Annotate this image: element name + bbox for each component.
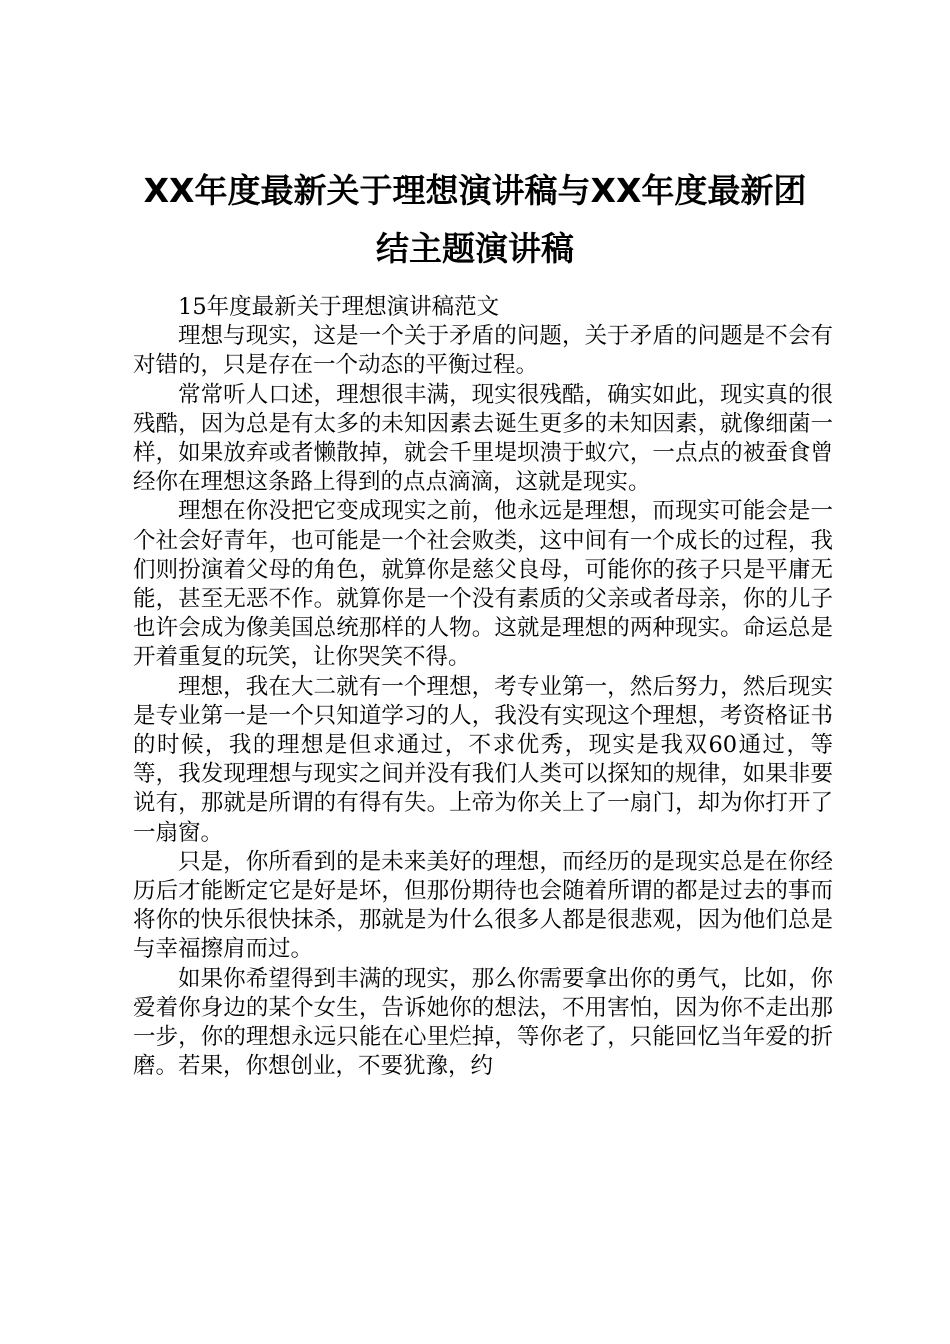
document-title	[100, 162, 850, 278]
paragraph: 如果你希望得到丰满的现实，那么你需要拿出你的勇气，比如，你爱着你身边的某个女生，告诉她你的想法，不用害怕，因为你不走出那一步，你的理想永远只能在心里烂掉，等你老了，只能回忆当年爱的折磨。若果，你想创业，不要犹豫，约	[133, 965, 833, 1080]
paragraph: 理想与现实，这是一个关于矛盾的问题，关于矛盾的问题是不会有对错的，只是存在一个动态的平衡过程。	[133, 323, 833, 379]
paragraph: 理想在你没把它变成现实之前，他永远是理想，而现实可能会是一个社会好青年，也可能是一个社会败类，这中间有一个成长的过程，我们则扮演着父母的角色，就算你是慈父良母，可能你的孩子只是平庸无能，甚至无恶不作。就算你是一个没有素质的父亲或者母亲，你的儿子也许会成为像美国总统那样的人物。这就是理想的两种现实。命运总是开着重复的玩笑，让你哭笑不得。	[133, 498, 833, 671]
title-line-2: 结主题演讲稿	[376, 229, 574, 268]
paragraph: 只是，你所看到的是未来美好的理想，而经历的是现实总是在你经历后才能断定它是好是坏，但那份期待也会随着所谓的都是过去的事而将你的快乐很快抹杀，那就是为什么很多人都是很悲观，因为他们总是与幸福擦肩而过。	[133, 848, 833, 963]
paragraph-subtitle: 15年度最新关于理想演讲稿范文	[178, 294, 500, 320]
paragraph: 理想，我在大二就有一个理想，考专业第一，然后努力，然后现实是专业第一是一个只知道学习的人，我没有实现这个理想，考资格证书的时候，我的理想是但求通过，不求优秀，现实是我双60通过，等等，我发现理想与现实之间并没有我们人类可以探知的规律，如果非要说有，那就是所谓的有得有失。上帝为你关上了一扇门，却为你打开了一扇窗。	[133, 673, 833, 846]
paragraph: 常常听人口述，理想很丰满，现实很残酷，确实如此，现实真的很残酷，因为总是有太多的未知因素去诞生更多的未知因素，就像细菌一样，如果放弃或者懒散掉，就会千里堤坝溃于蚁穴，一点点的被蚕食曾经你在理想这条路上得到的点点滴滴，这就是现实。	[133, 381, 833, 496]
document-body	[133, 293, 833, 1081]
title-line-1: XX年度最新关于理想演讲稿与XX年度最新团	[143, 171, 807, 210]
